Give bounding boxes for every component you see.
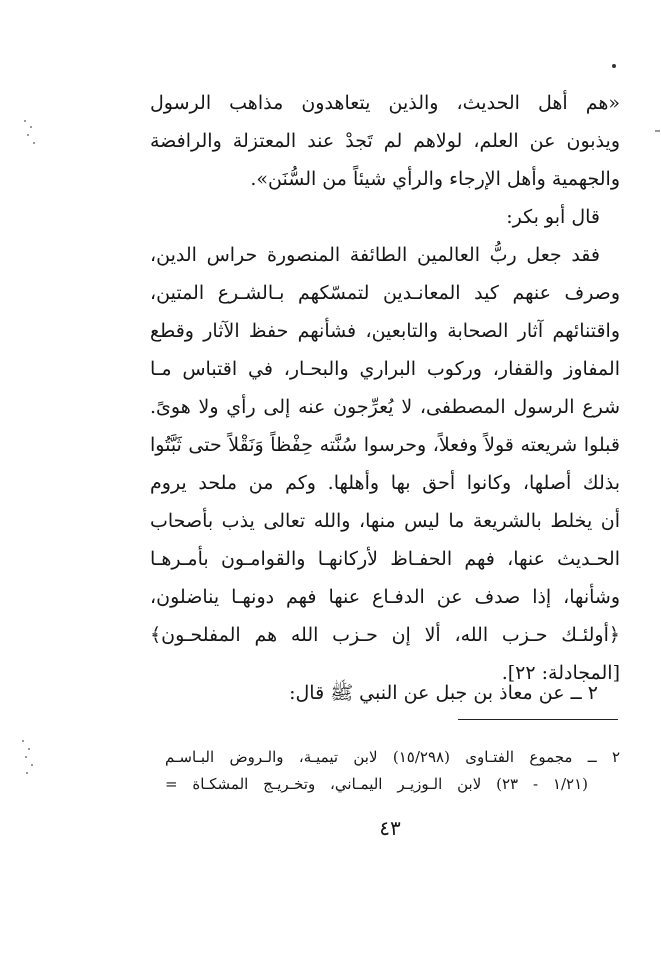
- text-line: «هم أهل الحديث، والذين يتعاهدون مذاهب الرسول: [150, 92, 620, 114]
- text-line: ويذبون عن العلم، لولاهم لم تَجدْ عند المعتزلة والرافضة: [150, 130, 620, 152]
- text-line: وصرف عنهم كيد المعانـدين لتمسّكهم بـالشـرع المتين،: [150, 282, 620, 304]
- scan-speck: [24, 120, 26, 122]
- scan-speck: [31, 764, 33, 766]
- text-line: واقتنائهم آثار الصحابة والتابعين، فشأنهم حفظ الآثار وقطع: [150, 320, 620, 342]
- scan-speck: [33, 142, 35, 144]
- scan-speck: [26, 772, 28, 774]
- scan-speck: [655, 130, 660, 132]
- text-line: فقد جعل ربُّ العالمين الطائفة المنصورة حراس الدين،: [150, 244, 600, 266]
- text-line: المفاوز والقفار، وركوب البراري والبحـار، في اقتباس مـا: [150, 358, 620, 380]
- section-heading: قال أبو بكر:: [506, 206, 600, 228]
- footnotes: [165, 744, 620, 798]
- verse-reference: [المجادلة: ٢٢].: [501, 662, 620, 684]
- page-number: ٤٣: [379, 816, 401, 840]
- scan-speck: [30, 126, 32, 128]
- scan-speck: [27, 134, 29, 136]
- quran-verse: ﴿أولئـك حـزب الله، ألا إن حـزب الله هم المفلحـون﴾: [150, 624, 620, 646]
- text-line: قبلوا شريعته قولاً وفعلاً، وحرسوا سُنَّته حِفْظاً وَنَقْلاً حتى ثَبَّتُوا: [150, 434, 620, 456]
- text-line: شرع الرسول المصطفى، لا يُعرِّجون عنه إلى رأي ولا هوىً.: [150, 396, 620, 418]
- text-line: والجهمية وأهل الإرجاء والرأي شيئاً من السُّنَن».: [250, 168, 620, 190]
- main-text: [150, 84, 620, 692]
- margin-dot: [612, 64, 616, 68]
- text-line: بذلك أصلها، وكانوا أحق بها وأهلها. وكم من ملحد يروم: [150, 472, 620, 494]
- scan-speck: [28, 748, 30, 750]
- text-line: أن يخلط بالشريعة ما ليس منها، والله تعالى يذب بأصحاب: [150, 510, 620, 532]
- footnote-divider: [458, 719, 618, 720]
- text-line: الحـديث عنها، فهم الحفـاظ لأركانهـا والقوامـون بأمـرهـا: [150, 548, 620, 570]
- scan-speck: [22, 740, 24, 742]
- text-line: وشأنها، إذا صدف عن الدفـاع عنها فهم دونهـا يناضلون،: [150, 586, 620, 608]
- scan-speck: [25, 756, 27, 758]
- footnote-line: (١/٢١ - ٢٣) لابن الـوزيـر اليمـاني، وتخـريـج المشكـاة =: [165, 775, 588, 793]
- hadith-intro: ٢ ــ عن معاذ بن جبل عن النبي ﷺ قال:: [289, 682, 598, 704]
- footnote-line: ٢ ــ مجموع الفتـاوى (١٥/٢٩٨) لابن تيميـة، والـروض البـاسـم: [165, 748, 620, 766]
